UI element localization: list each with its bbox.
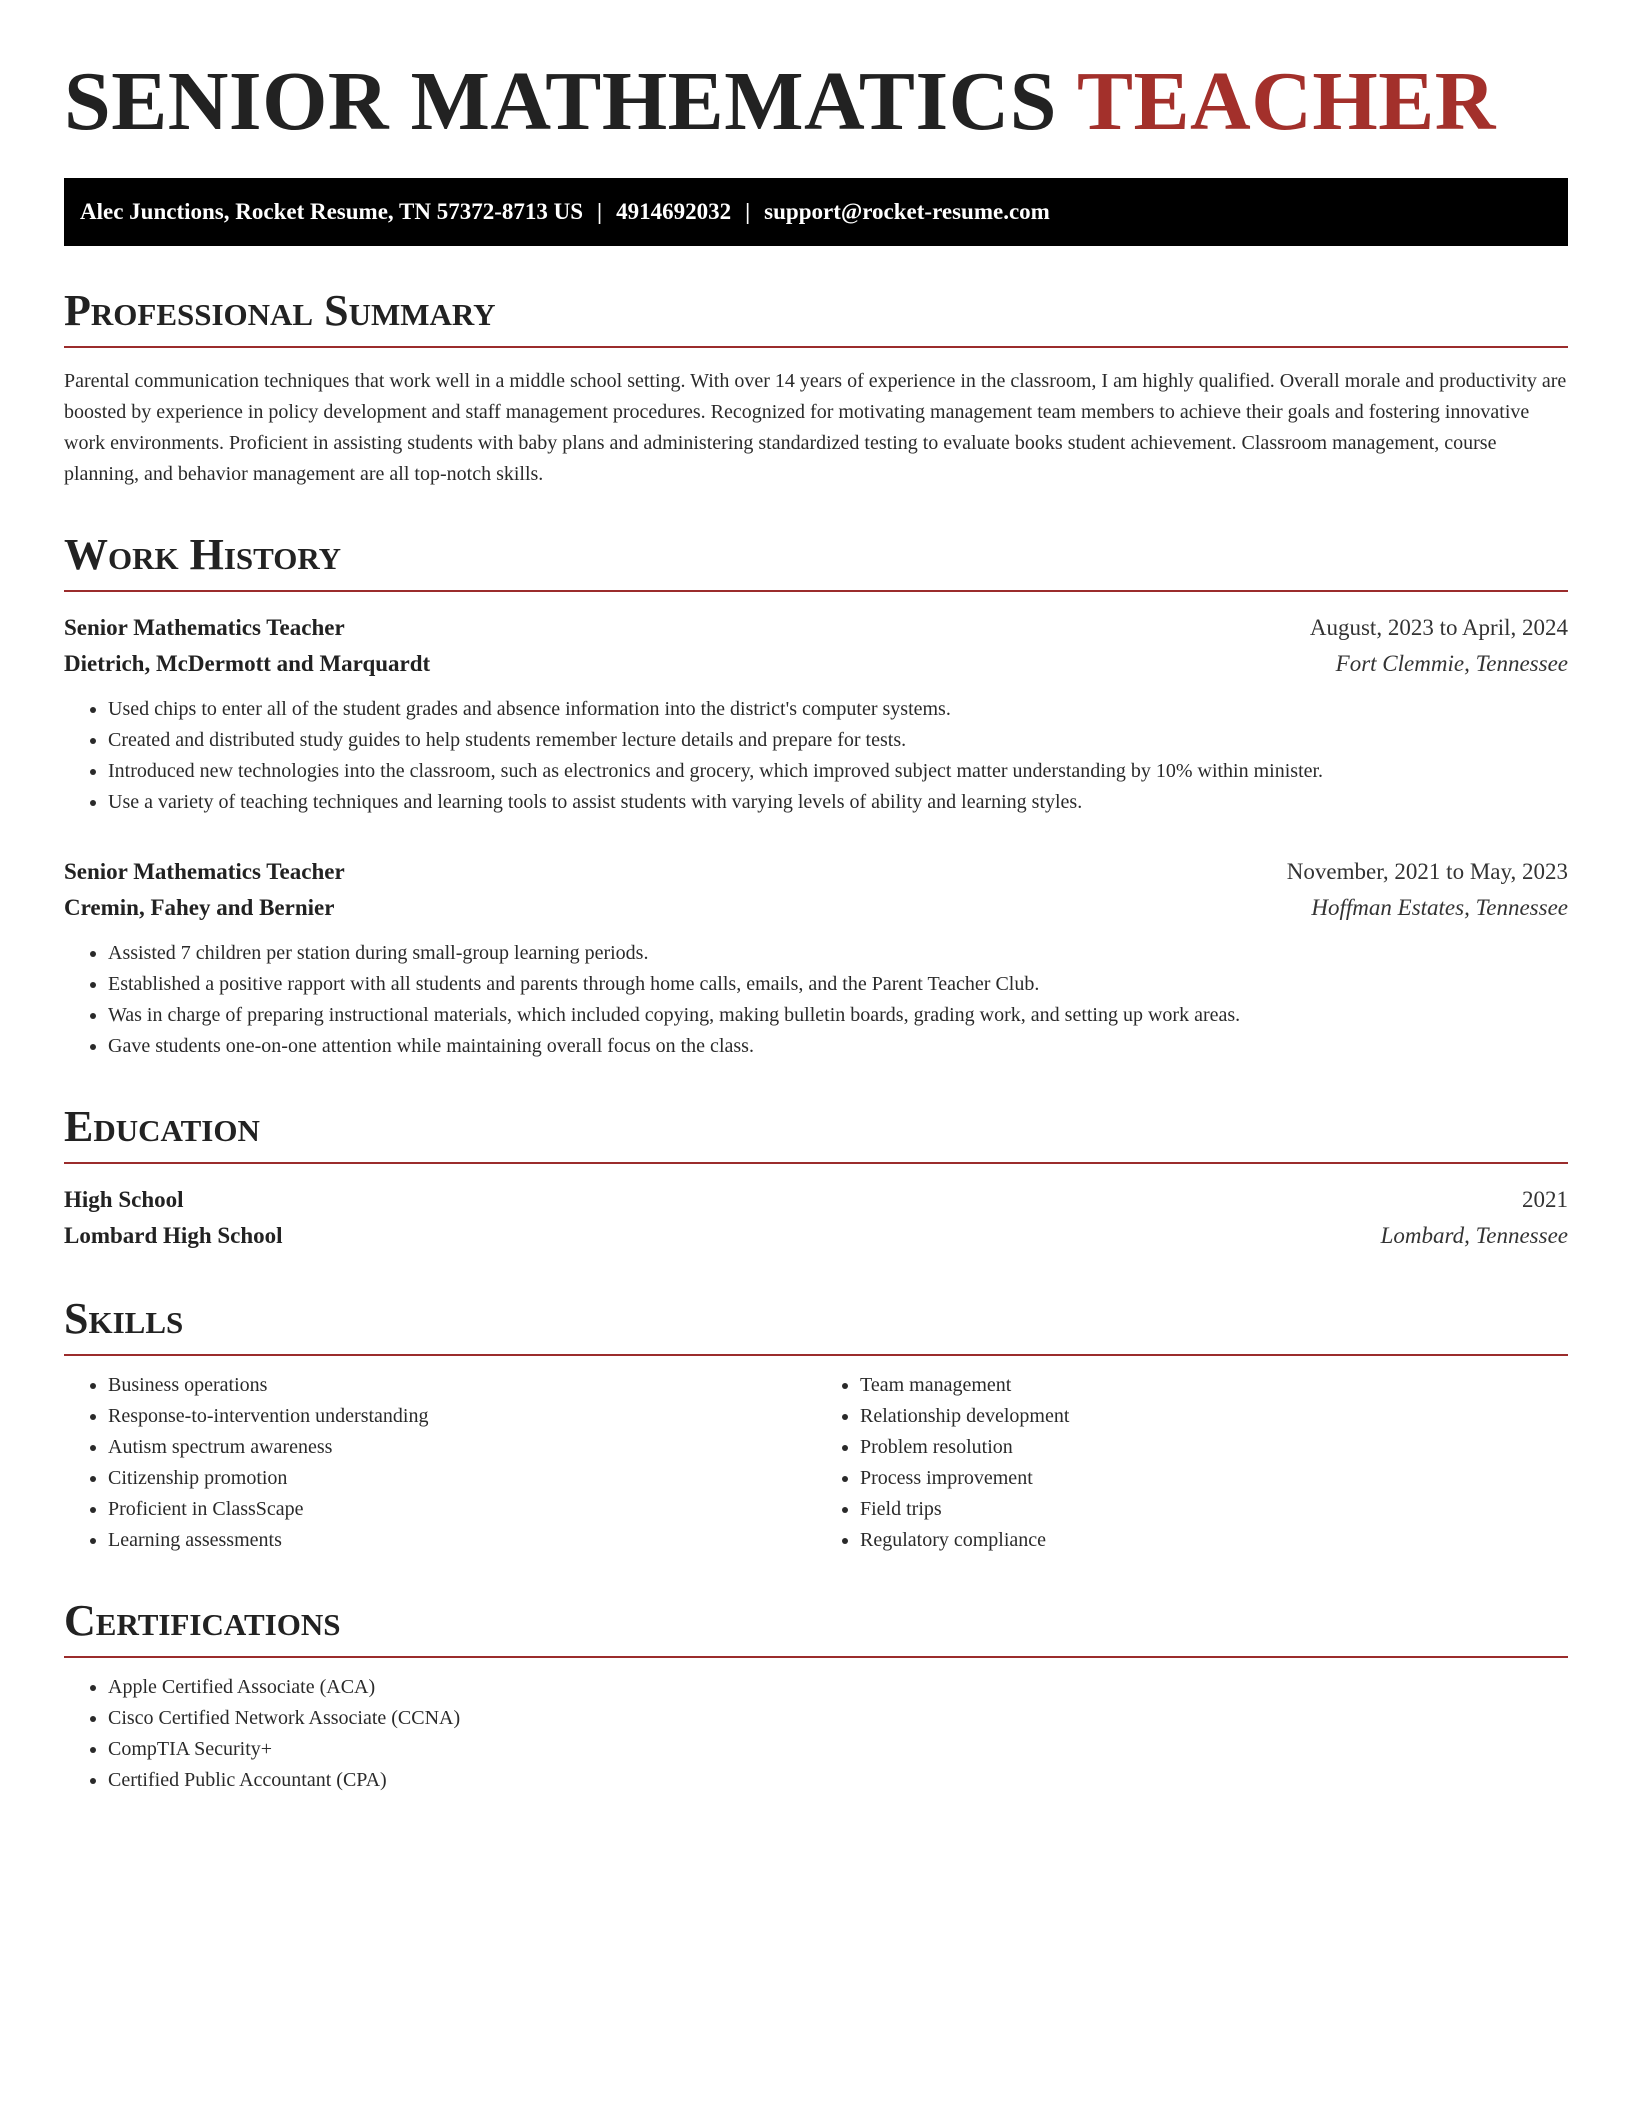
certification-item: • Apple Certified Associate (ACA) <box>108 1672 1568 1703</box>
certification-item: • CompTIA Security+ <box>108 1734 1568 1765</box>
job-bullet: • Created and distributed study guides to help students remember lecture details and prepare for tests. <box>108 725 1568 756</box>
job-bullet: • Assisted 7 children per station during small-group learning periods. <box>108 938 1568 969</box>
job-bullet: • Was in charge of preparing instructional materials, which included copying, making bulletin boards, grading work, and setting up work areas. <box>108 1000 1568 1031</box>
skills-grid <box>64 1370 1568 1556</box>
certification-item: • Cisco Certified Network Associate (CCNA) <box>108 1703 1568 1734</box>
skill-item: • Field trips <box>860 1494 1568 1525</box>
job-title: Senior Mathematics Teacher <box>64 859 345 884</box>
job-company: Cremin, Fahey and Bernier <box>64 895 335 920</box>
work-history-section <box>64 530 1568 1062</box>
job-dates: November, 2021 to May, 2023 <box>1286 859 1568 884</box>
skill-item: • Relationship development <box>860 1401 1568 1432</box>
section-title-education: Education <box>64 1102 1568 1164</box>
education-school: Lombard High School <box>64 1223 283 1248</box>
contact-address: Alec Junctions, Rocket Resume, TN 57372-8713 US <box>80 199 584 224</box>
section-title-skills: Skills <box>64 1294 1568 1356</box>
job-company: Dietrich, McDermott and Marquardt <box>64 651 431 676</box>
skills-list-right <box>816 1370 1568 1556</box>
certification-item: • Certified Public Accountant (CPA) <box>108 1765 1568 1796</box>
section-title-certifications: Certifications <box>64 1596 1568 1658</box>
skill-item: • Citizenship promotion <box>108 1463 816 1494</box>
education-section <box>64 1102 1568 1254</box>
certifications-list <box>64 1672 1568 1796</box>
skill-item: • Regulatory compliance <box>860 1525 1568 1556</box>
contact-phone: 4914692032 <box>616 199 732 224</box>
skills-section <box>64 1294 1568 1556</box>
skill-item: • Learning assessments <box>108 1525 816 1556</box>
contact-bar <box>64 178 1568 246</box>
contact-separator: | <box>745 199 751 224</box>
section-title-summary: Professional Summary <box>64 286 1568 348</box>
skill-item: • Proficient in ClassScape <box>108 1494 816 1525</box>
certifications-section <box>64 1596 1568 1796</box>
job-entry <box>64 610 1568 818</box>
job-bullet: • Introduced new technologies into the classroom, such as electronics and grocery, which improved subject matter understanding by 10% within minister. <box>108 756 1568 787</box>
education-year: 2021 <box>1522 1187 1568 1212</box>
section-title-work-history: Work History <box>64 530 1568 592</box>
job-title: Senior Mathematics Teacher <box>64 615 345 640</box>
skill-item: • Autism spectrum awareness <box>108 1432 816 1463</box>
job-company-row <box>64 890 1568 926</box>
skill-item: • Response-to-intervention understanding <box>108 1401 816 1432</box>
skill-item: • Team management <box>860 1370 1568 1401</box>
skills-list-left <box>64 1370 816 1556</box>
skill-item: • Process improvement <box>860 1463 1568 1494</box>
job-location: Hoffman Estates, Tennessee <box>1311 895 1568 920</box>
summary-text: Parental communication techniques that work well in a middle school setting. With over 14 years of experience in the classroom, I am highly qualified. Overall morale and productivity are boosted by experience in policy development and staff management procedures. Recognized for motivating management team members to achieve their goals and fostering innovative work environments. Proficient in assisting students with baby plans and administering standardized testing to evaluate books student achievement. Classroom management, course planning, and behavior management are all top-notch skills. <box>64 370 1567 485</box>
skill-item: • Business operations <box>108 1370 816 1401</box>
job-entry <box>64 854 1568 1062</box>
job-bullet: • Gave students one-on-one attention while maintaining overall focus on the class. <box>108 1031 1568 1062</box>
job-bullet: • Use a variety of teaching techniques and learning tools to assist students with varying levels of ability and learning styles. <box>108 787 1568 818</box>
resume-title <box>64 56 1568 148</box>
job-header-row <box>64 854 1568 890</box>
skill-item: • Problem resolution <box>860 1432 1568 1463</box>
job-bullet: • Established a positive rapport with all students and parents through home calls, emails, and the Parent Teacher Club. <box>108 969 1568 1000</box>
title-main: SENIOR MATHEMATICS <box>64 55 1058 148</box>
title-accent: TEACHER <box>1077 55 1496 148</box>
job-dates: August, 2023 to April, 2024 <box>1309 615 1568 640</box>
education-degree: High School <box>64 1187 184 1212</box>
education-header-row <box>64 1182 1568 1218</box>
job-header-row <box>64 610 1568 646</box>
contact-separator: | <box>597 199 603 224</box>
job-bullets <box>64 694 1568 818</box>
job-location: Fort Clemmie, Tennessee <box>1335 651 1568 676</box>
summary-section <box>64 286 1568 490</box>
education-location: Lombard, Tennessee <box>1380 1223 1568 1248</box>
education-entry <box>64 1182 1568 1254</box>
job-bullet: • Used chips to enter all of the student grades and absence information into the district's computer systems. <box>108 694 1568 725</box>
job-bullets <box>64 938 1568 1062</box>
contact-email: support@rocket-resume.com <box>764 199 1050 224</box>
job-company-row <box>64 646 1568 682</box>
education-school-row <box>64 1218 1568 1254</box>
